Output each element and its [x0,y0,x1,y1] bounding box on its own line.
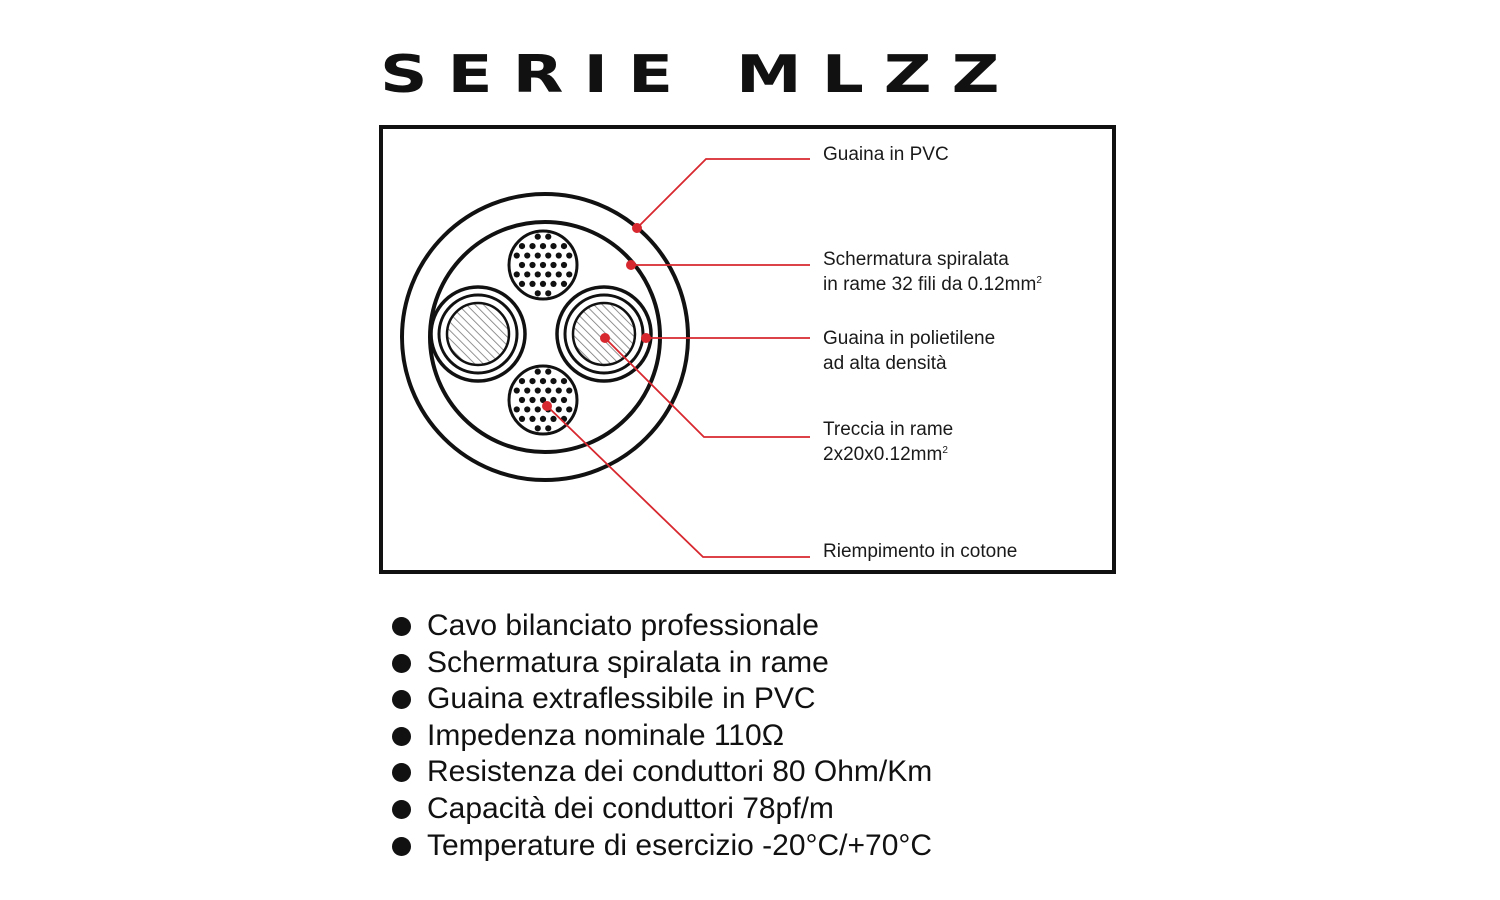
cotton-fiber-dot [561,243,567,249]
cotton-fiber-dot [540,378,546,384]
cotton-fiber-dot [529,281,535,287]
feature-item: Resistenza dei conduttori 80 Ohm/Km [390,754,932,791]
feature-item: Capacità dei conduttori 78pf/m [390,791,932,828]
cotton-fiber-dot [535,425,541,431]
label-cotton-filler-text: Riempimento in cotone [823,541,1018,562]
cotton-fiber-dot [514,271,520,277]
label-polyethylene-line1: Guaina in polietilene [823,328,996,349]
feature-item: Cavo bilanciato professionale [390,608,932,645]
feature-item: Schermatura spiralata in rame [390,645,932,682]
cotton-fiber-dot [550,416,556,422]
cotton-fiber-dot [545,271,551,277]
feature-item: Guaina extraflessibile in PVC [390,681,932,718]
label-polyethylene-line2: ad alta densità [823,353,947,374]
cotton-fiber-dot [545,234,551,240]
bullet-icon [392,617,411,636]
feature-list [390,608,932,864]
cotton-fiber-dot [545,425,551,431]
cotton-fiber-dot [540,281,546,287]
cotton-fiber-dot [535,234,541,240]
cotton-fiber-dot [524,271,530,277]
cotton-fiber-dot [545,369,551,375]
leader-line-pvc [637,159,810,228]
feature-item: Impedenza nominale 110Ω [390,718,932,755]
cotton-fiber-dot [524,387,530,393]
label-pvc-sheath-text: Guaina in PVC [823,144,949,165]
cotton-fiber-dot [545,252,551,258]
cotton-fiber-dot [535,406,541,412]
label-copper-shield [823,247,1042,297]
cotton-fiber-dot [566,252,572,258]
cotton-fiber-dot [540,243,546,249]
cotton-fiber-dot [524,406,530,412]
cotton-fiber-dot [529,378,535,384]
bullet-icon [392,763,411,782]
conductor-left [431,287,525,381]
cotton-fiber-dot [550,397,556,403]
cotton-fiber-dot [535,387,541,393]
label-cotton-filler [823,539,1017,564]
bullet-icon [392,690,411,709]
cotton-fiber-dot [550,262,556,268]
label-copper-shield-line2: in rame 32 fili da $0.12mm^2$ [823,274,1042,295]
cotton-fiber-dot [545,387,551,393]
cotton-fiber-dot [561,378,567,384]
label-copper-braid-line2: $2x20x0.12mm^2$ [823,444,948,465]
bullet-icon [392,727,411,746]
cotton-fiber-dot [514,406,520,412]
bullet-icon [392,654,411,673]
cotton-fiber-dot [519,281,525,287]
label-copper-braid [823,417,953,467]
bullet-icon [392,800,411,819]
cotton-fiber-dot [561,281,567,287]
page-title: SERIE MLZZ [380,44,1020,105]
cotton-fiber-dot [561,262,567,268]
label-pvc-sheath [823,142,949,167]
cotton-fiber-dot [550,378,556,384]
cotton-fiber-dot [556,271,562,277]
cotton-fiber-dot [550,281,556,287]
cotton-fiber-dot [529,397,535,403]
bullet-icon [392,837,411,856]
cotton-fiber-dot [540,416,546,422]
label-copper-shield-line1: Schermatura spiralata [823,249,1009,270]
cotton-fiber-dot [561,397,567,403]
cotton-fiber-dot [535,290,541,296]
cotton-filler-top [509,231,577,299]
cotton-fiber-dot [566,387,572,393]
cotton-fiber-dot [556,387,562,393]
cotton-fiber-dot [556,252,562,258]
cotton-filler-bottom [509,366,577,434]
cotton-fiber-dot [540,262,546,268]
cotton-fiber-dot [535,252,541,258]
cotton-fiber-dot [519,378,525,384]
cotton-fiber-dot [556,406,562,412]
cotton-fiber-dot [519,397,525,403]
cotton-fiber-dot [514,387,520,393]
cotton-fiber-dot [519,262,525,268]
cotton-fiber-dot [535,271,541,277]
cotton-fiber-dot [566,406,572,412]
cotton-fiber-dot [519,416,525,422]
cotton-fiber-dot [524,252,530,258]
cotton-fiber-dot [514,252,520,258]
cotton-fiber-dot [550,243,556,249]
label-polyethylene-sheath [823,326,995,376]
cotton-fiber-dot [535,369,541,375]
cotton-fiber-dot [519,243,525,249]
cotton-fiber-dot [529,416,535,422]
cotton-fiber-dot [529,262,535,268]
feature-item: Temperature di esercizio -20°C/+70°C [390,828,932,865]
cotton-fiber-dot [529,243,535,249]
cotton-fiber-dot [566,271,572,277]
cotton-fiber-dot [545,290,551,296]
label-copper-braid-line1: Treccia in rame [823,419,954,440]
